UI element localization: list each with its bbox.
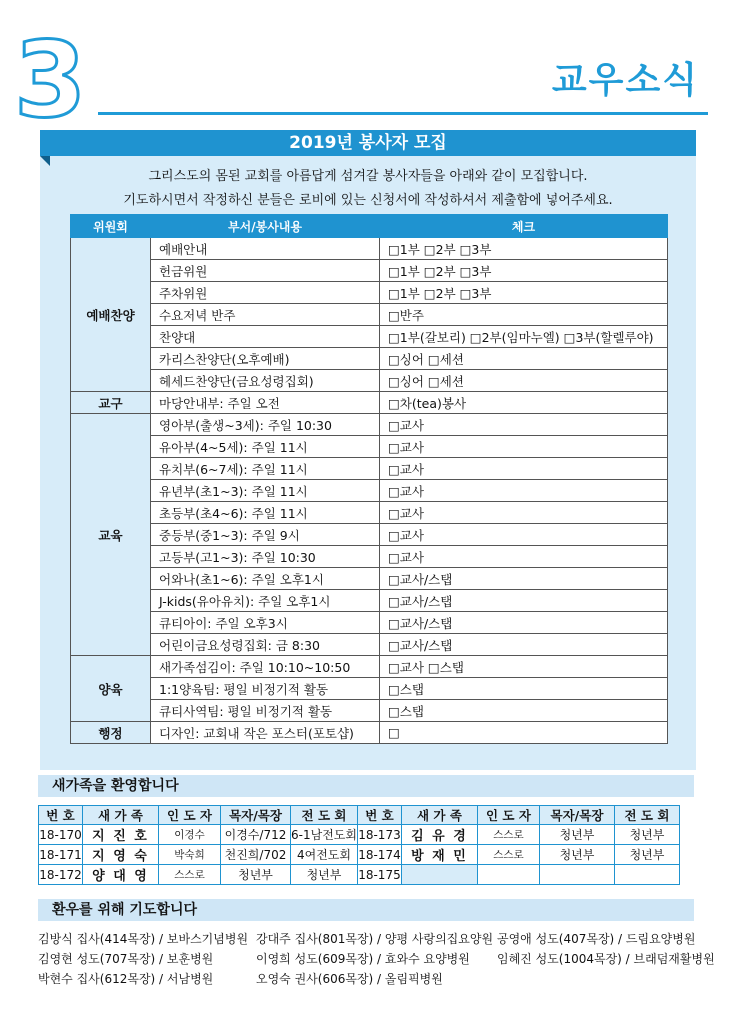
check-cell[interactable]: □교사 bbox=[380, 546, 668, 568]
svg-text:3: 3 bbox=[14, 30, 87, 122]
committee-education: 교육 bbox=[71, 414, 151, 656]
member-mokja: 이경수/712 bbox=[221, 825, 291, 845]
volunteer-row bbox=[71, 700, 668, 722]
col-guide: 인 도 자 bbox=[159, 806, 221, 825]
member-name: 김 유 경 bbox=[401, 825, 477, 845]
col-group: 전 도 회 bbox=[614, 806, 679, 825]
member-no: 18-171 bbox=[39, 845, 83, 865]
dept-cell: 어와나(초1~6): 주일 오후1시 bbox=[151, 568, 380, 590]
volunteer-header-row bbox=[71, 215, 668, 238]
member-guide bbox=[477, 865, 539, 885]
check-cell[interactable]: □교사 bbox=[380, 502, 668, 524]
member-group: 청년부 bbox=[614, 825, 679, 845]
volunteer-row bbox=[71, 656, 668, 678]
volunteer-row bbox=[71, 722, 668, 744]
check-cell[interactable]: □반주 bbox=[380, 304, 668, 326]
member-mokja: 청년부 bbox=[539, 825, 614, 845]
check-cell[interactable]: □차(tea)봉사 bbox=[380, 392, 668, 414]
volunteer-row bbox=[71, 260, 668, 282]
dept-cell: 마당안내부: 주일 오전 bbox=[151, 392, 380, 414]
dept-cell: 큐티사역팀: 평일 비정기적 활동 bbox=[151, 700, 380, 722]
dept-cell: 예배안내 bbox=[151, 238, 380, 260]
dept-cell: 수요저녁 반주 bbox=[151, 304, 380, 326]
dept-cell: 1:1양육팀: 평일 비정기적 활동 bbox=[151, 678, 380, 700]
member-guide: 스스로 bbox=[159, 865, 221, 885]
member-no: 18-170 bbox=[39, 825, 83, 845]
col-mokja: 목자/목장 bbox=[539, 806, 614, 825]
dept-cell: 큐티아이: 주일 오후3시 bbox=[151, 612, 380, 634]
committee-worship: 예배찬양 bbox=[71, 238, 151, 392]
check-cell[interactable]: □교사/스탭 bbox=[380, 568, 668, 590]
member-no: 18-172 bbox=[39, 865, 83, 885]
committee-parish: 교구 bbox=[71, 392, 151, 414]
member-guide: 스스로 bbox=[477, 845, 539, 865]
check-cell[interactable]: □교사/스탭 bbox=[380, 612, 668, 634]
committee-nurture: 양육 bbox=[71, 656, 151, 722]
recruit-intro-1: 그리스도의 몸된 교회를 아름답게 섬겨갈 봉사자들을 아래와 같이 모집합니다. bbox=[148, 169, 588, 184]
volunteer-row bbox=[71, 480, 668, 502]
section-number bbox=[12, 30, 112, 122]
dept-cell: 유아부(4~5세): 주일 11시 bbox=[151, 436, 380, 458]
volunteer-row bbox=[71, 612, 668, 634]
volunteer-row bbox=[71, 238, 668, 260]
check-cell[interactable]: □교사/스탭 bbox=[380, 590, 668, 612]
member-guide: 스스로 bbox=[477, 825, 539, 845]
col-committee: 위원회 bbox=[71, 215, 151, 238]
member-group: 청년부 bbox=[614, 845, 679, 865]
member-group bbox=[614, 865, 679, 885]
volunteer-row bbox=[71, 546, 668, 568]
check-cell[interactable]: □스탭 bbox=[380, 678, 668, 700]
col-check: 체크 bbox=[380, 215, 668, 238]
recruit-intro-2: 기도하시면서 작정하신 분들은 로비에 있는 신청서에 작성하셔서 제출함에 넣어주세요. bbox=[123, 193, 613, 208]
prayer-item: 김방식 집사(414목장) / 보바스기념병원 bbox=[38, 932, 249, 946]
member-mokja: 천진희/702 bbox=[221, 845, 291, 865]
volunteer-row bbox=[71, 414, 668, 436]
volunteer-row bbox=[71, 370, 668, 392]
prayer-item: 박현수 집사(612목장) / 서남병원 bbox=[38, 972, 214, 986]
col-guide: 인 도 자 bbox=[477, 806, 539, 825]
check-cell[interactable]: □교사 bbox=[380, 436, 668, 458]
check-cell[interactable]: □1부 □2부 □3부 bbox=[380, 238, 668, 260]
check-cell[interactable]: □1부 □2부 □3부 bbox=[380, 260, 668, 282]
dept-cell: 헤세드찬양단(금요성령집회) bbox=[151, 370, 380, 392]
dept-cell: 유치부(6~7세): 주일 11시 bbox=[151, 458, 380, 480]
member-no: 18-175 bbox=[357, 865, 401, 885]
newfamily-row bbox=[39, 845, 680, 865]
prayer-item: 임혜진 성도(1004목장) / 브래덤재활병원 bbox=[497, 952, 715, 966]
col-no: 번 호 bbox=[39, 806, 83, 825]
newfamily-title: 새가족을 환영합니다 bbox=[38, 775, 694, 797]
member-no: 18-174 bbox=[357, 845, 401, 865]
volunteer-row bbox=[71, 524, 668, 546]
dept-cell: 유년부(초1~3): 주일 11시 bbox=[151, 480, 380, 502]
prayer-item: 이영희 성도(609목장) / 효와수 요양병원 bbox=[256, 952, 470, 966]
check-cell[interactable]: □싱어 □세션 bbox=[380, 370, 668, 392]
col-group: 전 도 회 bbox=[291, 806, 358, 825]
dept-cell: 어린이금요성령집회: 금 8:30 bbox=[151, 634, 380, 656]
header-rule bbox=[98, 112, 708, 115]
volunteer-table bbox=[70, 214, 668, 744]
check-cell[interactable]: □싱어 □세션 bbox=[380, 348, 668, 370]
volunteer-row bbox=[71, 502, 668, 524]
volunteer-row bbox=[71, 282, 668, 304]
check-cell[interactable]: □교사 □스탭 bbox=[380, 656, 668, 678]
dept-cell: 찬양대 bbox=[151, 326, 380, 348]
volunteer-row bbox=[71, 678, 668, 700]
member-name: 방 재 민 bbox=[401, 845, 477, 865]
col-name: 새 가 족 bbox=[83, 806, 159, 825]
check-cell[interactable]: □스탭 bbox=[380, 700, 668, 722]
volunteer-row bbox=[71, 634, 668, 656]
dept-cell: J-kids(유아유치): 주일 오후1시 bbox=[151, 590, 380, 612]
volunteer-row bbox=[71, 568, 668, 590]
member-name: 지 진 호 bbox=[83, 825, 159, 845]
newfamily-row bbox=[39, 865, 680, 885]
prayer-item: 오영숙 권사(606목장) / 올림픽병원 bbox=[256, 972, 443, 986]
member-mokja bbox=[539, 865, 614, 885]
prayer-item: 공영애 성도(407목장) / 드림요양병원 bbox=[497, 932, 696, 946]
dept-cell: 영아부(출생~3세): 주일 10:30 bbox=[151, 414, 380, 436]
dept-cell: 카리스찬양단(오후예배) bbox=[151, 348, 380, 370]
check-cell[interactable]: □ bbox=[380, 722, 668, 744]
volunteer-row bbox=[71, 436, 668, 458]
check-cell[interactable]: □교사 bbox=[380, 524, 668, 546]
col-no: 번 호 bbox=[357, 806, 401, 825]
dept-cell: 주차위원 bbox=[151, 282, 380, 304]
member-guide: 박숙희 bbox=[159, 845, 221, 865]
recruit-title: 2019년 봉사자 모집 bbox=[40, 130, 696, 156]
check-cell[interactable]: □교사 bbox=[380, 480, 668, 502]
member-group: 4여전도회 bbox=[291, 845, 358, 865]
volunteer-row bbox=[71, 348, 668, 370]
check-cell[interactable]: □1부(갈보리) □2부(임마누엘) □3부(할렐루야) bbox=[380, 326, 668, 348]
committee-admin: 행정 bbox=[71, 722, 151, 744]
member-name: 양 대 영 bbox=[83, 865, 159, 885]
col-mokja: 목자/목장 bbox=[221, 806, 291, 825]
member-name: 지 영 숙 bbox=[83, 845, 159, 865]
member-group: 6-1남전도회 bbox=[291, 825, 358, 845]
member-mokja: 청년부 bbox=[221, 865, 291, 885]
dept-cell: 초등부(초4~6): 주일 11시 bbox=[151, 502, 380, 524]
dept-cell: 고등부(고1~3): 주일 10:30 bbox=[151, 546, 380, 568]
member-guide: 이경수 bbox=[159, 825, 221, 845]
prayer-item: 김영현 성도(707목장) / 보훈병원 bbox=[38, 952, 214, 966]
section-title: 교우소식 bbox=[551, 60, 699, 101]
check-cell[interactable]: □교사/스탭 bbox=[380, 634, 668, 656]
check-cell[interactable]: □교사 bbox=[380, 414, 668, 436]
dept-cell: 새가족섬김이: 주일 10:10~10:50 bbox=[151, 656, 380, 678]
member-name bbox=[401, 865, 477, 885]
newfamily-table bbox=[38, 805, 680, 885]
dept-cell: 중등부(중1~3): 주일 9시 bbox=[151, 524, 380, 546]
member-group: 청년부 bbox=[291, 865, 358, 885]
dept-cell: 헌금위원 bbox=[151, 260, 380, 282]
col-name: 새 가 족 bbox=[401, 806, 477, 825]
newfamily-header-row bbox=[39, 806, 680, 825]
newfamily-row bbox=[39, 825, 680, 845]
volunteer-row bbox=[71, 326, 668, 348]
check-cell[interactable]: □교사 bbox=[380, 458, 668, 480]
member-no: 18-173 bbox=[357, 825, 401, 845]
member-mokja: 청년부 bbox=[539, 845, 614, 865]
volunteer-row bbox=[71, 392, 668, 414]
volunteer-row bbox=[71, 458, 668, 480]
dept-cell: 디자인: 교회내 작은 포스터(포토샵) bbox=[151, 722, 380, 744]
volunteer-row bbox=[71, 590, 668, 612]
prayer-title: 환우를 위해 기도합니다 bbox=[38, 899, 694, 921]
volunteer-row bbox=[71, 304, 668, 326]
check-cell[interactable]: □1부 □2부 □3부 bbox=[380, 282, 668, 304]
prayer-item: 강대주 집사(801목장) / 양평 사랑의집요양원 bbox=[256, 932, 494, 946]
col-dept: 부서/봉사내용 bbox=[151, 215, 380, 238]
